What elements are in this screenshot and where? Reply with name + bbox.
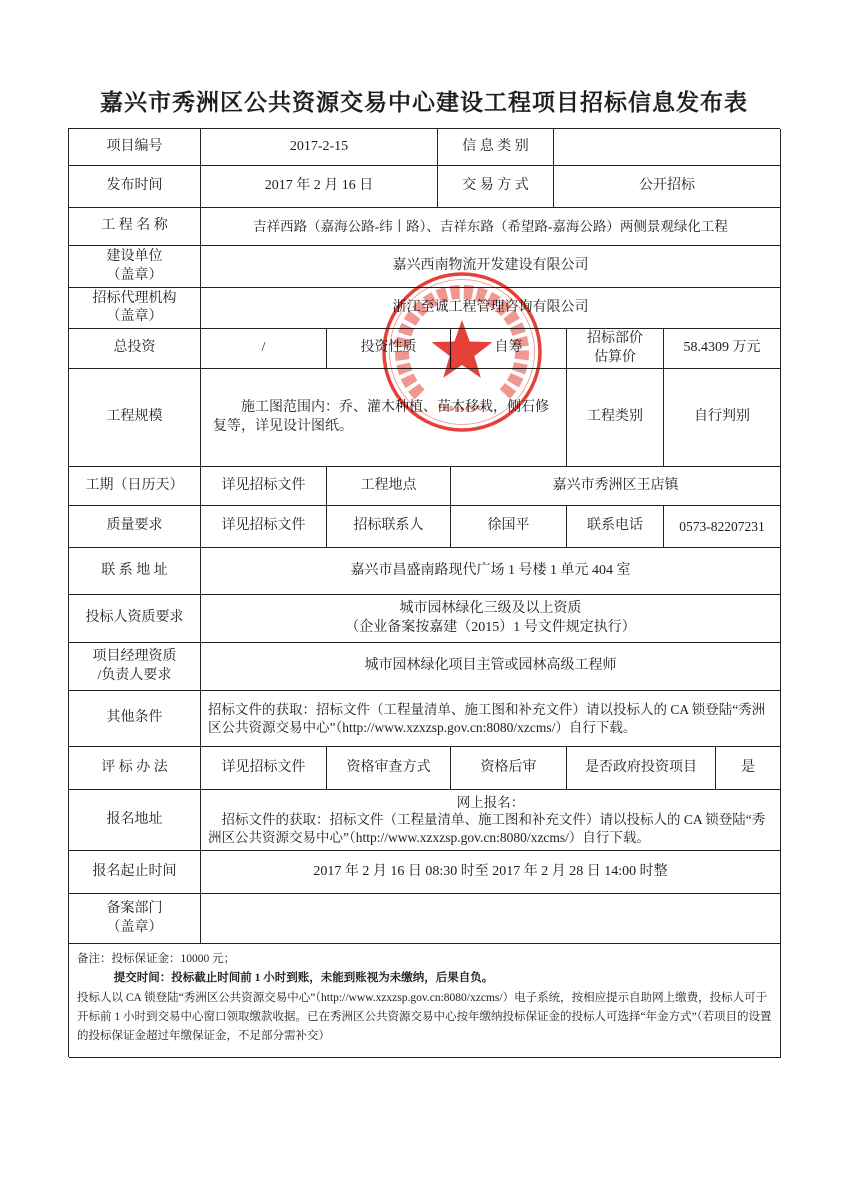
- project-number-value: 2017-2-15: [201, 129, 438, 166]
- manager-label-2: /负责人要求: [97, 667, 172, 683]
- scale-value-cell: [201, 369, 567, 467]
- other-conditions-label: 其他条件: [69, 691, 201, 747]
- record-department-label: 备案部门: [106, 901, 163, 917]
- bidder-qualification-cell: [201, 595, 781, 643]
- investment-nature-label: 投资性质: [327, 329, 451, 369]
- estimate-label-2: 估算价: [594, 349, 636, 365]
- investment-nature-value: 自筹: [451, 329, 567, 369]
- evaluation-value: 详见招标文件: [201, 747, 327, 790]
- phone-value: 0573-82207231: [664, 506, 781, 548]
- project-number-label: 项目编号: [69, 129, 201, 166]
- record-department-label-cell: [69, 894, 201, 944]
- builder-label-cell: [69, 246, 201, 288]
- project-name-label: 工 程 名 称: [69, 208, 201, 246]
- contact-value: 徐国平: [451, 506, 567, 548]
- info-type-label: 信 息 类 别: [438, 129, 554, 166]
- manager-value: 城市园林绿化项目主管或园林高级工程师: [201, 643, 781, 691]
- agency-value: 浙江至诚工程管理咨询有限公司: [201, 288, 781, 329]
- scale-label: 工程规模: [69, 369, 201, 467]
- investment-label: 总投资: [69, 329, 201, 369]
- document-title: 嘉兴市秀洲区公共资源交易中心建设工程项目招标信息发布表: [100, 90, 748, 115]
- estimate-label-1: 招标部价: [587, 331, 643, 347]
- agency-label: 招标代理机构: [92, 290, 177, 306]
- registration-time-value: 2017 年 2 月 16 日 08:30 时至 2017 年 2 月 28 日 14:00 时整: [201, 851, 781, 894]
- evaluation-label: 评 标 办 法: [69, 747, 201, 790]
- bidder-qualification-label: 投标人资质要求: [69, 595, 201, 643]
- record-department-seal-label: （盖章）: [106, 919, 163, 935]
- gov-investment-label: 是否政府投资项目: [567, 747, 716, 790]
- quality-label: 质量要求: [69, 506, 201, 548]
- bidder-qualification-line-2: （企业备案按嘉建（2015）1 号文件规定执行）: [345, 619, 636, 635]
- address-value: 嘉兴市昌盛南路现代广场 1 号楼 1 单元 404 室: [201, 548, 781, 595]
- location-value: 嘉兴市秀洲区王店镇: [451, 467, 781, 506]
- builder-label: 建设单位: [106, 249, 163, 265]
- duration-value: 详见招标文件: [201, 467, 327, 506]
- registration-address-cell: [201, 790, 781, 851]
- agency-label-cell: [69, 288, 201, 329]
- investment-value: /: [201, 329, 327, 369]
- other-conditions-value: 招标文件的获取：招标文件（工程量清单、施工图和补充文件）请以投标人的 CA 锁登陆“秀洲区公共资源交易中心”（http://www.xzxzsp.gov.cn:8080/xzcms/）自行下载。: [208, 701, 766, 735]
- trade-method-label: 交 易 方 式: [438, 166, 554, 208]
- review-method-value: 资格后审: [451, 747, 567, 790]
- estimate-value: 58.4309 万元: [664, 329, 781, 369]
- location-label: 工程地点: [327, 467, 451, 506]
- registration-address-value: 招标文件的获取：招标文件（工程量清单、施工图和补充文件）请以投标人的 CA 锁登陆“秀洲区公共资源交易中心”（http://www.xzxzsp.gov.cn:8080/xzcms/）自行下载。: [208, 812, 766, 845]
- manager-label-1: 项目经理资质: [92, 649, 177, 665]
- publish-time-label: 发布时间: [69, 166, 201, 208]
- registration-time-label: 报名起止时间: [69, 851, 201, 894]
- online-registration-label: 网上报名：: [456, 794, 525, 810]
- category-value: 自行判别: [664, 369, 781, 467]
- remarks-deposit: 备注：投标保证金：10000 元；: [77, 953, 236, 965]
- estimate-label-cell: [567, 329, 664, 369]
- duration-label: 工期（日历天）: [69, 467, 201, 506]
- phone-label: 联系电话: [567, 506, 664, 548]
- bidder-qualification-line-1: 城市园林绿化三级及以上资质: [399, 601, 582, 617]
- remarks-cell: [69, 944, 781, 1058]
- scale-value: 施工图范围内：乔、灌木种植、苗木移栽，侧石修复等，详见设计图纸。: [213, 400, 549, 434]
- builder-seal-label: （盖章）: [106, 267, 163, 283]
- gov-investment-value: 是: [716, 747, 781, 790]
- remarks-payment-instructions: 投标人以 CA 锁登陆“秀洲区公共资源交易中心”（http://www.xzxzsp.gov.cn:8080/xzcms/）电子系统，按相应提示自助网上缴费，投标人可于开标前 1 小时到交易中心窗口领取缴款收据。已在秀洲区公共资源交易中心按年缴纳投标保证金的投标人可选择“年金方式”（若项目的设置的投标保证金超过年缴保证金，不足部分需补交）: [77, 991, 772, 1043]
- quality-value: 详见招标文件: [201, 506, 327, 548]
- publish-time-value: 2017 年 2 月 16 日: [201, 166, 438, 208]
- trade-method-value: 公开招标: [554, 166, 781, 208]
- project-name-value: 吉祥西路（嘉海公路-纬丨路）、吉祥东路（希望路-嘉海公路）两侧景观绿化工程: [201, 208, 781, 246]
- review-method-label: 资格审查方式: [327, 747, 451, 790]
- other-conditions-cell: [201, 691, 781, 747]
- info-type-value: [554, 129, 781, 166]
- remarks-submission-time: 提交时间：投标截止时间前 1 小时到账，未能到账视为未缴纳，后果自负。: [113, 972, 494, 985]
- agency-seal-label: （盖章）: [106, 309, 163, 324]
- manager-label-cell: [69, 643, 201, 691]
- registration-address-label: 报名地址: [69, 790, 201, 851]
- category-label: 工程类别: [567, 369, 664, 467]
- builder-value: 嘉兴西南物流开发建设有限公司: [201, 246, 781, 288]
- record-department-value: [201, 894, 781, 944]
- tender-info-table: [68, 128, 780, 1057]
- contact-label: 招标联系人: [327, 506, 451, 548]
- address-label: 联 系 地 址: [69, 548, 201, 595]
